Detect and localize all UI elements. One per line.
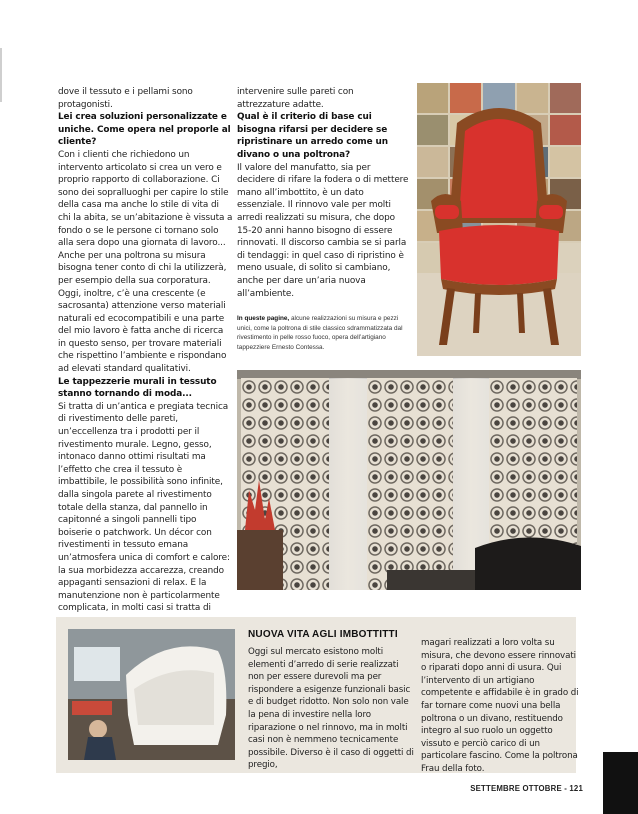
red-armchair-photo	[417, 83, 581, 356]
article-column-2	[237, 86, 409, 300]
col1-paragraph-2: Con i clienti che richiedono un intervento articolato si crea un vero e proprio rapporto di collaborazione. Ci sono dei sopralluoghi per capire lo stile della casa ma anche lo stile di vita di chi la abita, se un’abitazione è vissuta a fondo o se le persone ci tornano solo alla sera dopo una giornata di lavoro... Anche per una poltrona su misura bisogna tener conto di chi la utilizzerà, per esempio della sua corporatura. Oggi, inoltre, c’è una crescente (e sacrosanta) attenzione verso materiali naturali ed ecocompatibili e una parte del mio lavoro è fatta anche di ricerca in questo senso, per trovare materiali che rispettino l’ambiente e rispondano ad elevati standard qualitativi.	[58, 149, 233, 375]
caption-text: alcune realizzazioni su misura e pezzi unici, come la poltrona di stile classico sdrammatizzata dal rivestimento in pelle rosso fuoco, opera dell’artigiano tappezziere Ernesto Contessa.	[237, 315, 403, 351]
armchair-drawing	[417, 83, 581, 356]
box-column-2	[421, 637, 581, 776]
room-furniture	[237, 370, 581, 590]
box-paragraph-1: Oggi sul mercato esistono molti elementi d’arredo di serie realizzati non per essere durevoli ma per rispondere a esigenze funzionali basic e di budget ridotto. Non solo non vale la pena di investire nella loro riparazione o nel rinnovo, ma in molti casi non è nemmeno tecnicamente possibile. Diverso è il caso di oggetti di pregio,	[248, 647, 414, 771]
col2-question-1: Qual è il criterio di base cui bisogna rifarsi per decidere se ripristinare un arredo come un divano o una poltrona?	[237, 112, 388, 160]
workshop-photo	[68, 629, 235, 760]
page-edge-tab	[603, 752, 638, 814]
box-column-1	[248, 646, 414, 772]
photo-caption	[237, 314, 412, 352]
box-paragraph-2: magari realizzati a loro volta su misura, che devono essere rinnovati o riparati dopo anni di usura. Qui l’intervento di un artigiano competente e affidabile è in grado di far tornare come nuovi una bella poltrona o un divano, restituendo integro al suo ruolo un oggetto vissuto e perciò carico di un particolare fascino. Come la poltrona Frau della foto.	[421, 638, 579, 774]
caption-lead: In queste pagine,	[237, 315, 290, 322]
col1-paragraph-3: Si tratta di un’antica e pregiata tecnica di rivestimento delle pareti, un’eccellenza tra i prodotti per il rivestimento murale. Legno, gesso, intonaco danno ottimi risultati ma l’effetto che crea il tessuto è imbattibile, le possibilità sono infinite, dalla singola parete al rivestimento totale della stanza, dal pannello in capitonné a singoli pannelli tipo boiserie o patchwork. Un décor con rivestimenti in tessuto emana un’atmosfera unica di comfort e calore: la sua morbidezza accarezza, creando appaganti sensazioni di relax. E la manutenzione non è particolarmente complicata, in molti casi si tratta di	[58, 401, 230, 614]
page-footer: SETTEMBRE OTTOBRE - 121	[470, 784, 583, 793]
col1-question-1: Lei crea soluzioni personalizzate e uniche. Come opera nel proporle al cliente?	[58, 112, 231, 148]
article-column-1	[58, 86, 233, 615]
box-title: NUOVA VITA AGLI IMBOTTITTI	[248, 629, 398, 640]
col1-paragraph-1: dove il tessuto e i pellami sono protagonisti.	[58, 87, 193, 110]
edge-marker	[0, 48, 2, 102]
col1-question-2: Le tappezzerie murali in tessuto stanno tornando di moda...	[58, 376, 217, 400]
workshop-drawing	[68, 629, 235, 760]
col2-paragraph-2: Il valore del manufatto, sia per decidere di rifare la fodera o di mettere mano all’imbottito, è un dato essenziale. Il rinnovo vale per molti arredi realizzati su misura, che dopo 15-20 anni hanno bisogno di essere rinnovati. Il discorso cambia se si parla di tendaggi: in quel caso di ripristino è meno usuale, di solito si cambiano, anche per dare un’aria nuova all’ambiente.	[237, 162, 409, 299]
col2-paragraph-1: intervenire sulle pareti con attrezzature adatte.	[237, 87, 354, 110]
curtains-photo	[237, 370, 581, 590]
